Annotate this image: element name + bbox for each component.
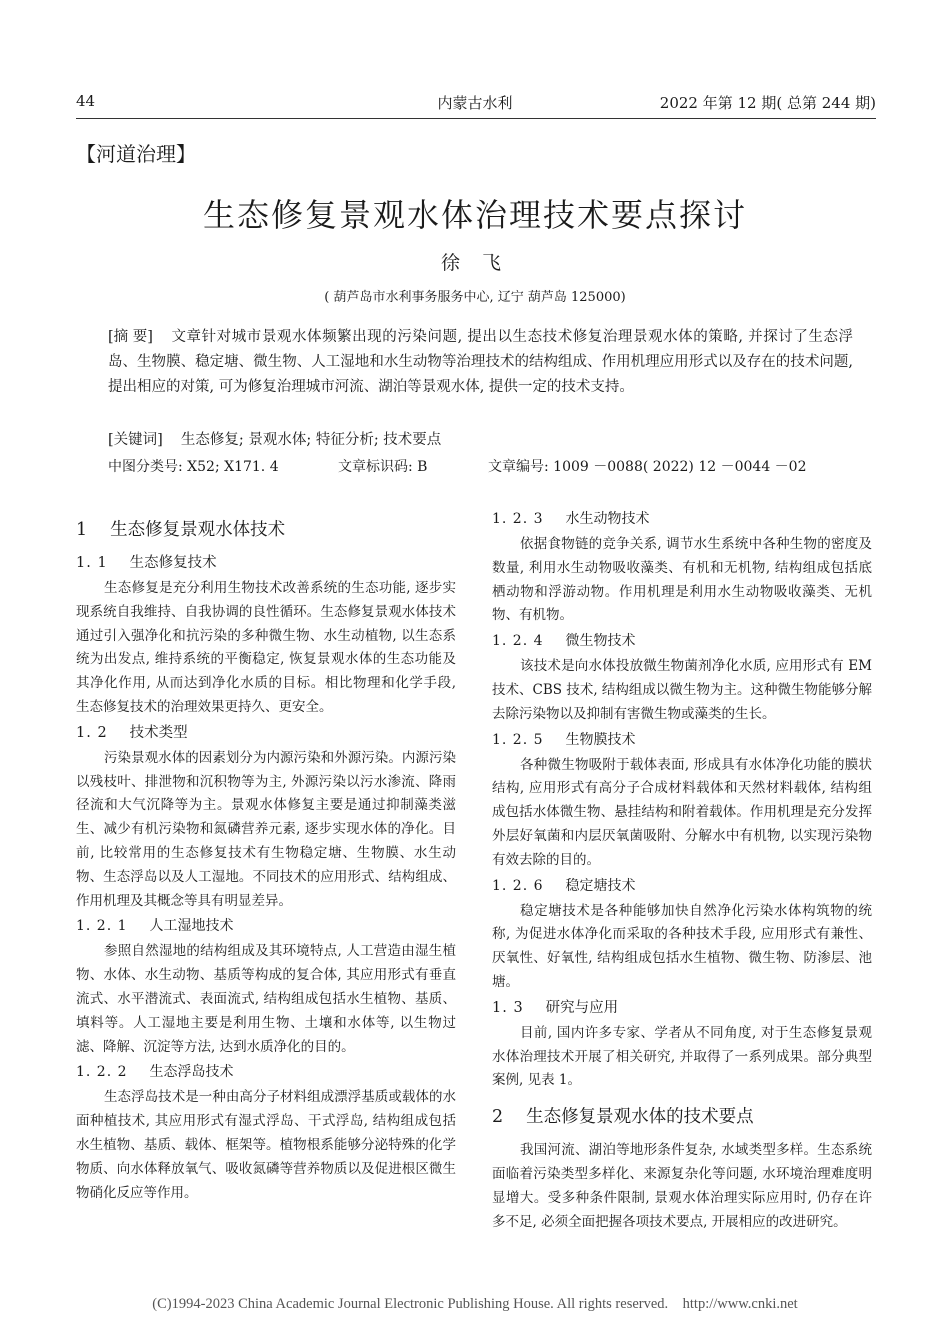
classification-line	[108, 455, 853, 480]
section-1-heading: 1 生态修复景观水体技术	[76, 520, 286, 540]
paragraph: 各种微生物吸附于载体表面, 形成具有水体净化功能的膜状结构, 应用形式有高分子合成材料载体和天然材料载体, 结构组成包括水体微生物、悬挂结构和附着载体。作用机理是充分发挥外层好氧菌和内层厌氧菌吸附、分解水中有机物, 以实现污染物有效去除的目的。	[492, 756, 872, 868]
section-1-2-heading: 1. 2 技术类型	[76, 724, 188, 741]
paragraph: 生态修复是充分利用生物技术改善系统的生态功能, 逐步实现系统自我维持、自我协调的良性循环。生态修复景观水体技术通过引入强净化和抗污染的多种微生物、水生动植物, 以生态系统为出发点, 维持系统的平衡稳定, 恢复景观水体的生态功能及其净化作用, 从而达到净化水质的目标。相比物理和化学手段, 生态修复技术的治理效果更持久、更安全。	[76, 580, 456, 715]
section-2-heading: 2 生态修复景观水体的技术要点	[492, 1107, 754, 1128]
abstract-text: 文章针对城市景观水体频繁出现的污染问题, 提出以生态技术修复治理景观水体的策略, 并探讨了生态浮岛、生物膜、稳定塘、微生物、人工湿地和水生动物等治理技术的结构组成、作用机理应用形式以及存在的技术问题, 提出相应的对策, 可为修复治理城市河流、湖泊等景观水体, 提供一定的技术支持。	[108, 329, 853, 395]
column-tag: 【河道治理】	[76, 142, 196, 166]
author: 徐 飞	[440, 252, 510, 274]
clc-number: 中图分类号: X52; X171. 4	[108, 459, 279, 475]
abstract-label: [摘 要]	[108, 329, 153, 345]
paragraph: 生态浮岛技术是一种由高分子材料组成漂浮基质或载体的水面种植技术, 其应用形式有湿式浮岛、干式浮岛, 结构组成包括水生植物、基质、载体、框架等。植物根系能够分泌特殊的化学物质、向水体释放氧气、吸收氮磷等营养物质以及促进根区微生物硝化反应等作用。	[76, 1089, 456, 1201]
page-number: 44	[76, 92, 96, 110]
section-1-1-heading: 1. 1 生态修复技术	[76, 555, 217, 571]
document-code: 文章标识码: B	[338, 459, 428, 475]
section-1-3-heading: 1. 3 研究与应用	[492, 999, 619, 1016]
keywords-text: 生态修复; 景观水体; 特征分析; 技术要点	[180, 432, 442, 448]
copyright-footer: (C)1994-2023 China Academic Journal Electronic Publishing House. All rights reserved. http://www.cnki.net	[152, 1296, 798, 1312]
paragraph: 我国河流、湖泊等地形条件复杂, 水域类型多样。生态系统面临着污染类型多样化、来源复杂化等问题, 水环境治理难度明显增大。受多种条件限制, 景观水体治理实际应用时, 仍存在许多不足, 必须全面把握各项技术要点, 开展相应的改进研究。	[492, 1142, 872, 1230]
abstract	[108, 325, 853, 400]
paragraph: 参照自然湿地的结构组成及其环境特点, 人工营造由湿生植物、水体、水生动物、基质等构成的复合体, 其应用形式有垂直流式、水平潜流式、表面流式, 结构组成包括水生植物、基质、填料等。人工湿地主要是利用生物、土壤和水体等, 以生物过滤、降解、沉淀等方法, 达到水质净化的目的。	[76, 943, 456, 1055]
paragraph: 该技术是向水体投放微生物菌剂净化水质, 应用形式有 EM 技术、CBS 技术, 结构组成以微生物为主。这种微生物能够分解去除污染物以及抑制有害微生物或藻类的生长。	[492, 658, 872, 722]
keywords-label: [关键词]	[108, 432, 163, 448]
affiliation: ( 葫芦岛市水利事务服务中心, 辽宁 葫芦岛 125000)	[324, 290, 626, 305]
paragraph: 目前, 国内许多专家、学者从不同角度, 对于生态修复景观水体治理技术开展了相关研究, 并取得了一系列成果。部分典型案例, 见表 1。	[492, 1024, 872, 1089]
article-number: 文章编号: 1009 －0088( 2022) 12 －0044 －02	[488, 459, 807, 475]
section-1-2-1-heading: 1. 2. 1 人工湿地技术	[76, 918, 234, 935]
section-1-2-5-heading: 1. 2. 5 生物膜技术	[492, 731, 636, 748]
issue-info: 2022 年第 12 期( 总第 244 期)	[659, 94, 876, 112]
right-column	[492, 506, 872, 1234]
paragraph: 污染景观水体的因素划分为内源污染和外源污染。内源污染以残枝叶、排泄物和沉积物等为主, 外源污染以污水渗流、降雨径流和大气沉降等为主。景观水体修复主要是通过抑制藻类滋生、减少有机污染物和氮磷营养元素, 逐步实现水体的净化。目前, 比较常用的生态修复技术有生物稳定塘、生物膜、水生动物、生态浮岛以及人工湿地。不同技术的应用形式、结构组成、作用机理及其概念等具有明显差异。	[76, 749, 456, 909]
header-rule	[76, 118, 876, 119]
section-1-2-4-heading: 1. 2. 4 微生物技术	[492, 633, 636, 650]
section-1-2-6-heading: 1. 2. 6 稳定塘技术	[492, 877, 636, 894]
keywords	[108, 428, 853, 453]
article-title: 生态修复景观水体治理技术要点探讨	[202, 196, 747, 234]
journal-name: 内蒙古水利	[437, 94, 513, 112]
left-column	[76, 506, 456, 1205]
section-1-2-3-heading: 1. 2. 3 水生动物技术	[492, 511, 650, 527]
section-1-2-2-heading: 1. 2. 2 生态浮岛技术	[76, 1064, 234, 1081]
paragraph: 依据食物链的竞争关系, 调节水生系统中各种生物的密度及数量, 利用水生动物吸收藻类、有机和无机物, 结构组成包括底栖动物和浮游动物。作用机理是利用水生动物吸收藻类、无机物、有机物。	[492, 536, 872, 624]
paragraph: 稳定塘技术是各种能够加快自然净化污染水体构筑物的统称, 为促进水体净化而采取的各种技术手段, 应用形式有兼性、厌氧性、好氧性, 结构组成包括水生植物、微生物、防渗层、池塘。	[492, 902, 872, 990]
